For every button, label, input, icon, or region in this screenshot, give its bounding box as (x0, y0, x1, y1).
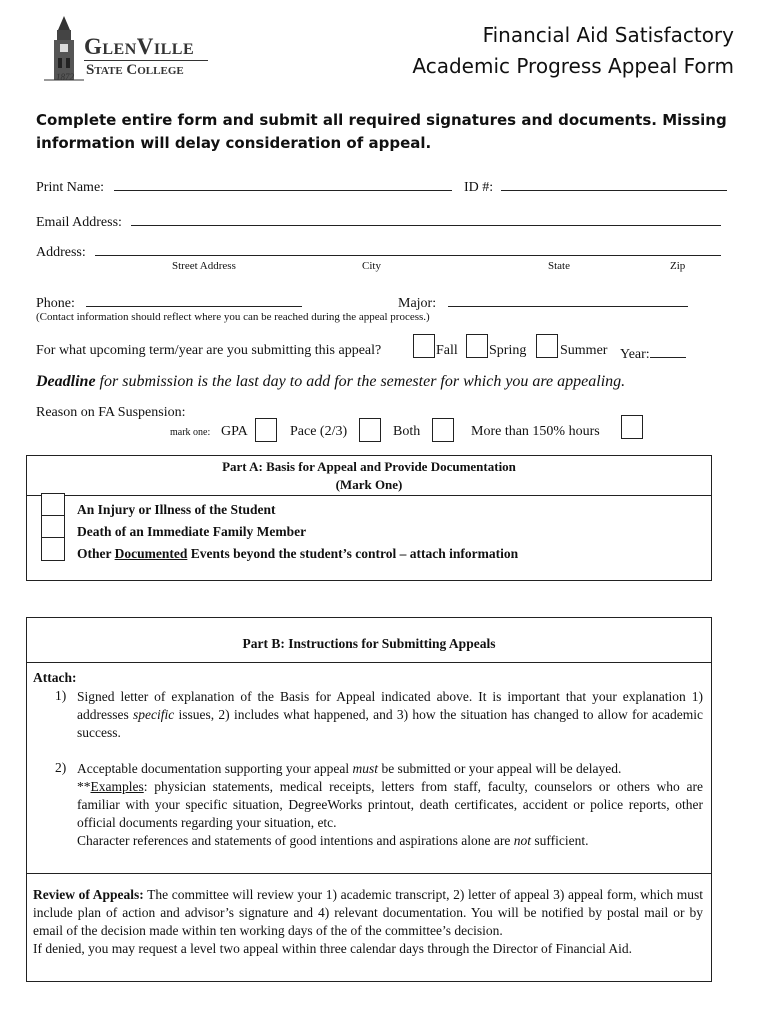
form-title-line2: Academic Progress Appeal Form (412, 54, 734, 78)
term-question: For what upcoming term/year are you submitting this appeal? (36, 343, 382, 358)
logo-year: 1872 (56, 72, 74, 82)
other-option-label (77, 546, 518, 562)
review-bold: Review of Appeals: (33, 887, 144, 902)
review-text: The committee will review your 1) academic transcript, 2) letter of appeal 3) appeal form, which must include plan of action and advisor’s signature and 4) relevant documentation. You will be notified by postal mail or by email of the decision made within ten working days of the of the committee’s decision. (33, 887, 703, 938)
both-checkbox[interactable] (432, 418, 454, 442)
form-title-line1: Financial Aid Satisfactory (482, 23, 734, 47)
college-logo (44, 14, 214, 84)
attach-item-2-number: 2) (55, 760, 67, 775)
death-checkbox[interactable] (41, 515, 65, 539)
injury-option-label: An Injury or Illness of the Student (77, 502, 276, 517)
character-text-b: sufficient. (534, 833, 589, 848)
year-input[interactable] (650, 343, 686, 358)
major-row (398, 292, 688, 312)
both-label: Both (393, 424, 421, 439)
id-label: ID #: (464, 180, 494, 195)
review-of-appeals (33, 886, 703, 958)
address-state-caption: State (548, 260, 570, 272)
print-name-input[interactable] (114, 176, 452, 191)
gpa-label: GPA (221, 424, 248, 439)
item1-text-b: issues, 2) includes what happened, and 3) how the situation has changed to allow for academic success. (77, 707, 704, 740)
address-row (36, 241, 721, 261)
major-label: Major: (398, 296, 437, 311)
attach-label: Attach: (33, 670, 77, 685)
gpa-checkbox[interactable] (255, 418, 277, 442)
item2-text-b: be submitted or your appeal will be delayed. (381, 761, 622, 776)
mark-one-label: mark one: (170, 427, 211, 438)
part-b-section (26, 617, 712, 982)
logo-name-line2: State College (86, 62, 184, 78)
deadline-bold: Deadline (36, 373, 96, 390)
address-input[interactable] (95, 241, 721, 256)
email-row (36, 211, 721, 231)
other-option-documented: Documented (114, 546, 188, 561)
character-emphasis: not (513, 833, 531, 848)
fall-checkbox[interactable] (413, 334, 435, 358)
id-input[interactable] (501, 176, 727, 191)
other-option-pre: Other (77, 546, 112, 561)
instructions: Complete entire form and submit all required signatures and documents. Missing information will delay consideration of appeal. (36, 111, 727, 152)
phone-input[interactable] (86, 292, 302, 307)
examples-label: Examples (90, 779, 144, 794)
fall-label: Fall (436, 343, 458, 358)
attach-item-1-number: 1) (55, 688, 67, 703)
other-option-post: Events beyond the student’s control – attach information (190, 546, 519, 561)
death-option-label: Death of an Immediate Family Member (77, 524, 307, 539)
major-input[interactable] (448, 292, 688, 307)
phone-row (36, 292, 302, 312)
attach-item-2 (77, 760, 703, 850)
year-label: Year: (620, 347, 650, 362)
address-zip-caption: Zip (670, 260, 686, 272)
email-input[interactable] (131, 211, 721, 226)
pace-checkbox[interactable] (359, 418, 381, 442)
spring-label: Spring (489, 343, 527, 358)
injury-checkbox[interactable] (41, 493, 65, 517)
item2-emphasis: must (352, 761, 379, 776)
contact-note: (Contact information should reflect where you can be reached during the appeal process.) (36, 311, 430, 323)
more-than-150-checkbox[interactable] (621, 415, 643, 439)
part-a-section (26, 455, 712, 581)
more-than-150-label: More than 150% hours (471, 424, 600, 439)
deadline-note (36, 373, 625, 391)
part-a-title: Part A: Basis for Appeal and Provide Documentation (222, 459, 516, 474)
part-b-title: Part B: Instructions for Submitting Appeals (242, 636, 496, 651)
part-a-subtitle: (Mark One) (335, 477, 403, 492)
summer-checkbox[interactable] (536, 334, 558, 358)
email-label: Email Address: (36, 215, 122, 230)
id-row (464, 176, 727, 196)
summer-label: Summer (560, 343, 608, 358)
address-label: Address: (36, 245, 86, 260)
logo-name-line1: GlenVille (84, 34, 195, 59)
spring-checkbox[interactable] (466, 334, 488, 358)
character-text-a: Character references and statements of good intentions and aspirations alone are (77, 833, 511, 848)
item1-emphasis: specific (133, 707, 175, 722)
item2-text-a: Acceptable documentation supporting your appeal (77, 761, 350, 776)
deadline-text: for submission is the last day to add for the semester for which you are appealing. (99, 373, 626, 390)
pace-label: Pace (2/3) (290, 424, 348, 439)
print-name-label: Print Name: (36, 180, 105, 195)
attach-item-1 (77, 688, 703, 742)
examples-text: : physician statements, medical receipts, letters from staff, faculty, counselors or others who are familiar with your specific situation, DegreeWorks printout, death certificates, accident or police reports, other official documents regarding your situation, etc. (77, 779, 703, 830)
phone-label: Phone: (36, 296, 75, 311)
examples-prefix: ** (77, 779, 91, 794)
other-checkbox[interactable] (41, 537, 65, 561)
address-street-caption: Street Address (172, 260, 236, 272)
address-city-caption: City (362, 260, 381, 272)
review-denied: If denied, you may request a level two appeal within three calendar days through the Director of Financial Aid. (33, 941, 633, 956)
print-name-row (36, 176, 452, 196)
reason-label: Reason on FA Suspension: (36, 405, 186, 420)
item1-text-a: Signed letter of explanation of the Basis for Appeal indicated above. It is important that your explanation 1) addresses (77, 689, 703, 722)
year-row (620, 343, 686, 363)
